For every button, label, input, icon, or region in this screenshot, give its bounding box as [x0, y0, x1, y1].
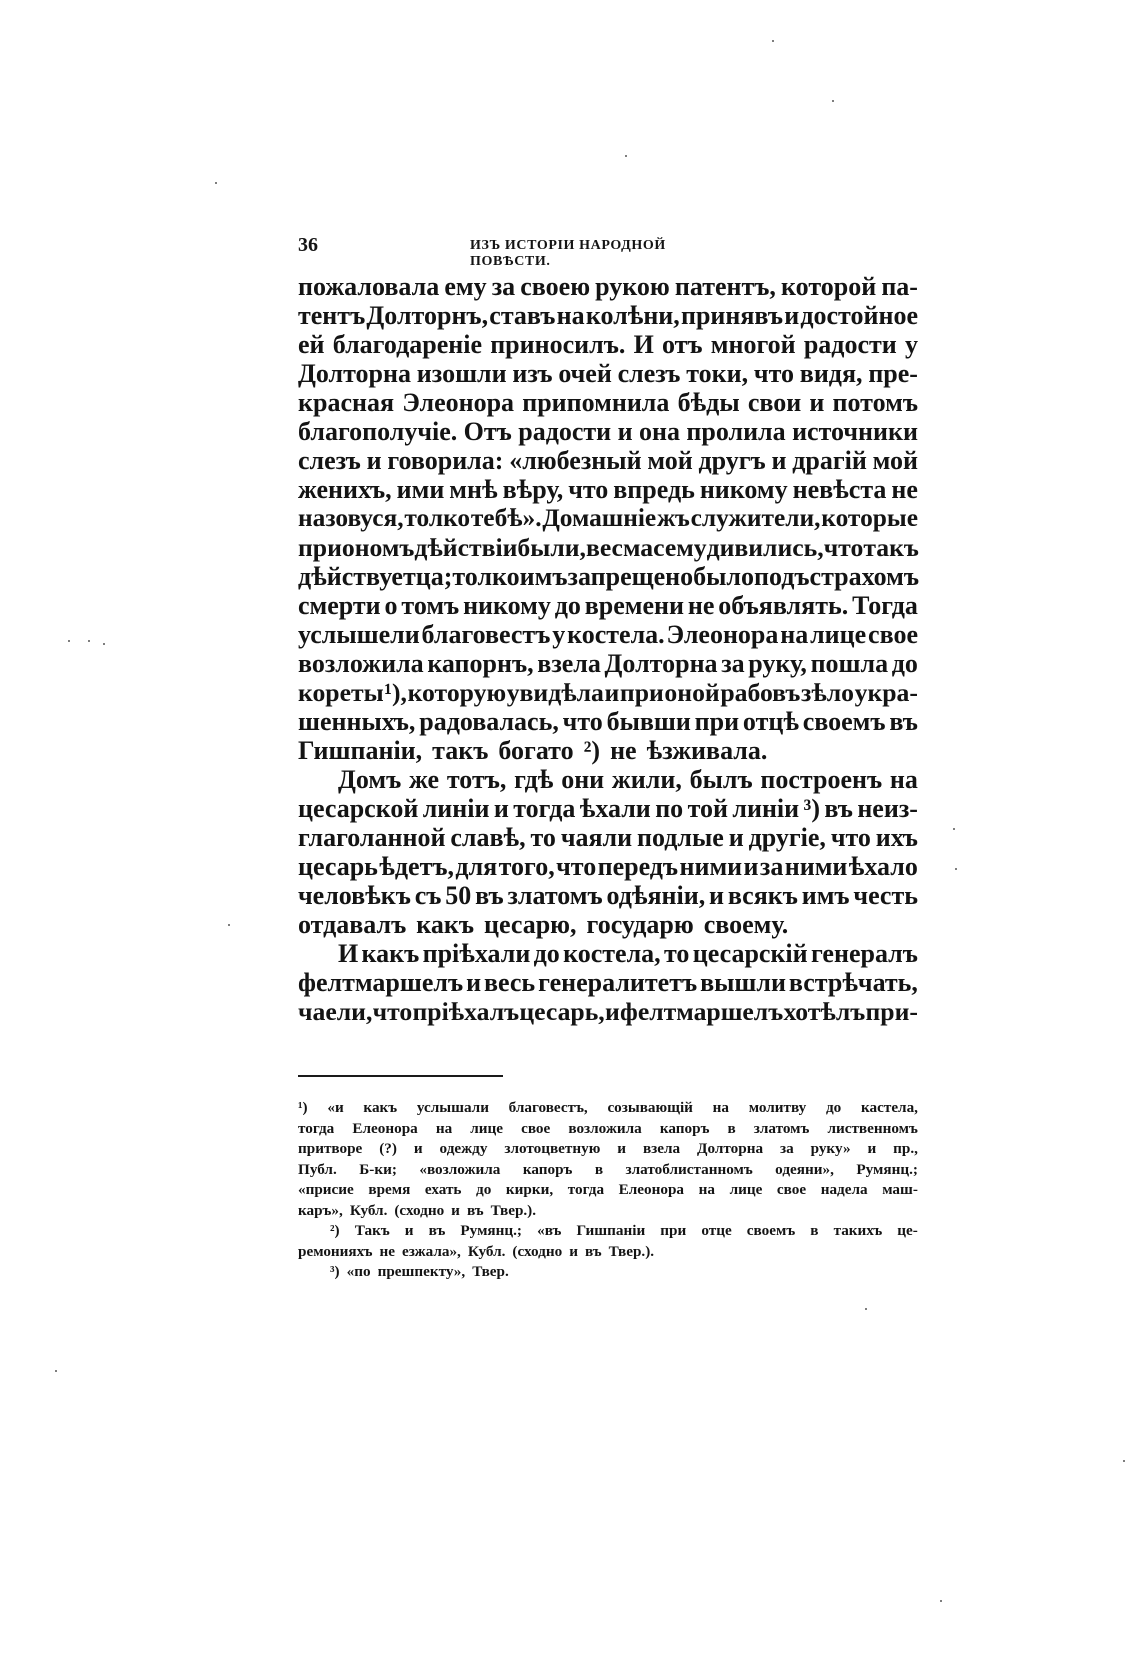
- main-text: [298, 272, 918, 1026]
- running-title: ИЗЪ ИСТОРІИ НАРОДНОЙ ПОВѢСТИ.: [470, 238, 666, 269]
- text-line: тентъ Долторнъ, ставъ на колѣни, принявъ и достойное: [298, 301, 918, 330]
- text-line: глаголанной славѣ, то чаяли подлые и другіе, что ихъ: [298, 823, 918, 852]
- scan-speck: [832, 100, 834, 102]
- footnote-separator: [298, 1075, 503, 1077]
- text-line: красная Элеонора припомнила бѣды свои и потомъ: [298, 388, 918, 417]
- text-line: отдавалъ какъ цесарю, государю своему.: [298, 910, 789, 939]
- footnotes: [298, 1098, 918, 1283]
- scan-speck: [215, 182, 217, 184]
- text-line: цесарь ѣдетъ, для того, что передъ ними и за ними ѣхало: [298, 852, 918, 881]
- footnote-line: каръ», Кубл. (сходно и въ Твер.).: [298, 1201, 537, 1219]
- text-line: Гишпаніи, такъ богато ²) не ѣзживала.: [298, 736, 768, 765]
- text-line: назовуся, толко тебѣ». Домашніе жъ служители, которые: [298, 504, 918, 532]
- footnote-line: ³) «по прешпекту», Твер.: [330, 1263, 509, 1280]
- page-header: [298, 234, 744, 269]
- text-line: слезъ и говорила: «любезный мой другъ и драгій мой: [298, 446, 918, 475]
- text-line: И какъ пріѣхали до костела, то цесарскій генералъ: [338, 939, 918, 968]
- text-line: женихъ, ими мнѣ вѣру, что впредь никому невѣста не: [298, 475, 918, 504]
- footnote-line: ¹) «и какъ услышали благовестъ, созывающій на молитву до кастела,: [298, 1099, 918, 1116]
- text-line: фелтмаршелъ и весь генералитетъ вышли встрѣчать,: [298, 968, 918, 997]
- scan-speck: [68, 640, 70, 642]
- footnote-line: «присие время ехать до кирки, тогда Елеонора на лице свое надела маш-: [298, 1181, 918, 1198]
- text-line: при ономъ дѣйствіи были, весма сему дивились, что такъ: [298, 533, 919, 562]
- text-line: шенныхъ, радовалась, что бывши при отцѣ своемъ въ: [298, 707, 918, 736]
- scan-speck: [940, 1600, 942, 1602]
- text-line: цесарской линіи и тогда ѣхали по той линіи ³) въ неиз-: [298, 794, 918, 823]
- text-line: благополучіе. Отъ радости и она пролила источники: [298, 417, 918, 446]
- text-line: Долторна изошли изъ очей слезъ токи, что видя, пре-: [298, 359, 918, 388]
- text-line: ей благодареніе приносилъ. И отъ многой радости у: [298, 330, 918, 359]
- text-line: чаели, что пріѣхалъ цесарь, и фелтмаршелъ хотѣлъ при-: [298, 997, 918, 1026]
- scan-speck: [103, 643, 105, 645]
- footnote-line: ²) Такъ и въ Румянц.; «въ Гишпаніи при отце своемъ в такихъ це-: [330, 1222, 918, 1239]
- text-line: Домъ же тотъ, гдѣ они жили, былъ построенъ на: [338, 765, 918, 794]
- text-line: человѣкъ съ 50 въ златомъ одѣяніи, и всякъ имъ честь: [298, 881, 918, 910]
- scan-speck: [1123, 1460, 1125, 1462]
- scan-speck: [55, 1370, 57, 1372]
- scan-speck: [955, 868, 957, 870]
- footnote-line: тогда Елеонора на лице свое возложила капоръ в златомъ лиственномъ: [298, 1119, 918, 1137]
- page-number: 36: [298, 234, 318, 256]
- footnote-line: притворе (?) и одежду злотоцветную и взела Долторна за руку» и пр.,: [298, 1140, 918, 1157]
- text-line: смерти о томъ никому до времени не объявлять. Тогда: [298, 591, 918, 620]
- scan-speck: [88, 640, 90, 642]
- scan-speck: [865, 1308, 867, 1310]
- text-line: пожаловала ему за своею рукою патентъ, которой па-: [298, 272, 918, 301]
- scan-speck: [772, 40, 774, 42]
- text-line: услышели благовестъ у костела. Элеонора на лице свое: [298, 620, 918, 649]
- scan-speck: [953, 828, 955, 830]
- text-line: дѣйствуетца; толко имъ запрещено было подъ страхомъ: [298, 562, 920, 591]
- text-line: кореты ¹), которую увидѣла и при оной рабовъ зѣло укра-: [298, 678, 918, 707]
- text-line: возложила капорнъ, взела Долторна за руку, пошла до: [298, 649, 918, 678]
- footnote-line: ремонияхъ не езжала», Кубл. (сходно и въ Твер.).: [298, 1242, 655, 1260]
- footnote-line: Публ. Б-ки; «возложила капоръ в златоблистанномъ одеяни», Румянц.;: [298, 1160, 918, 1178]
- scan-speck: [228, 924, 230, 926]
- scan-speck: [625, 155, 627, 157]
